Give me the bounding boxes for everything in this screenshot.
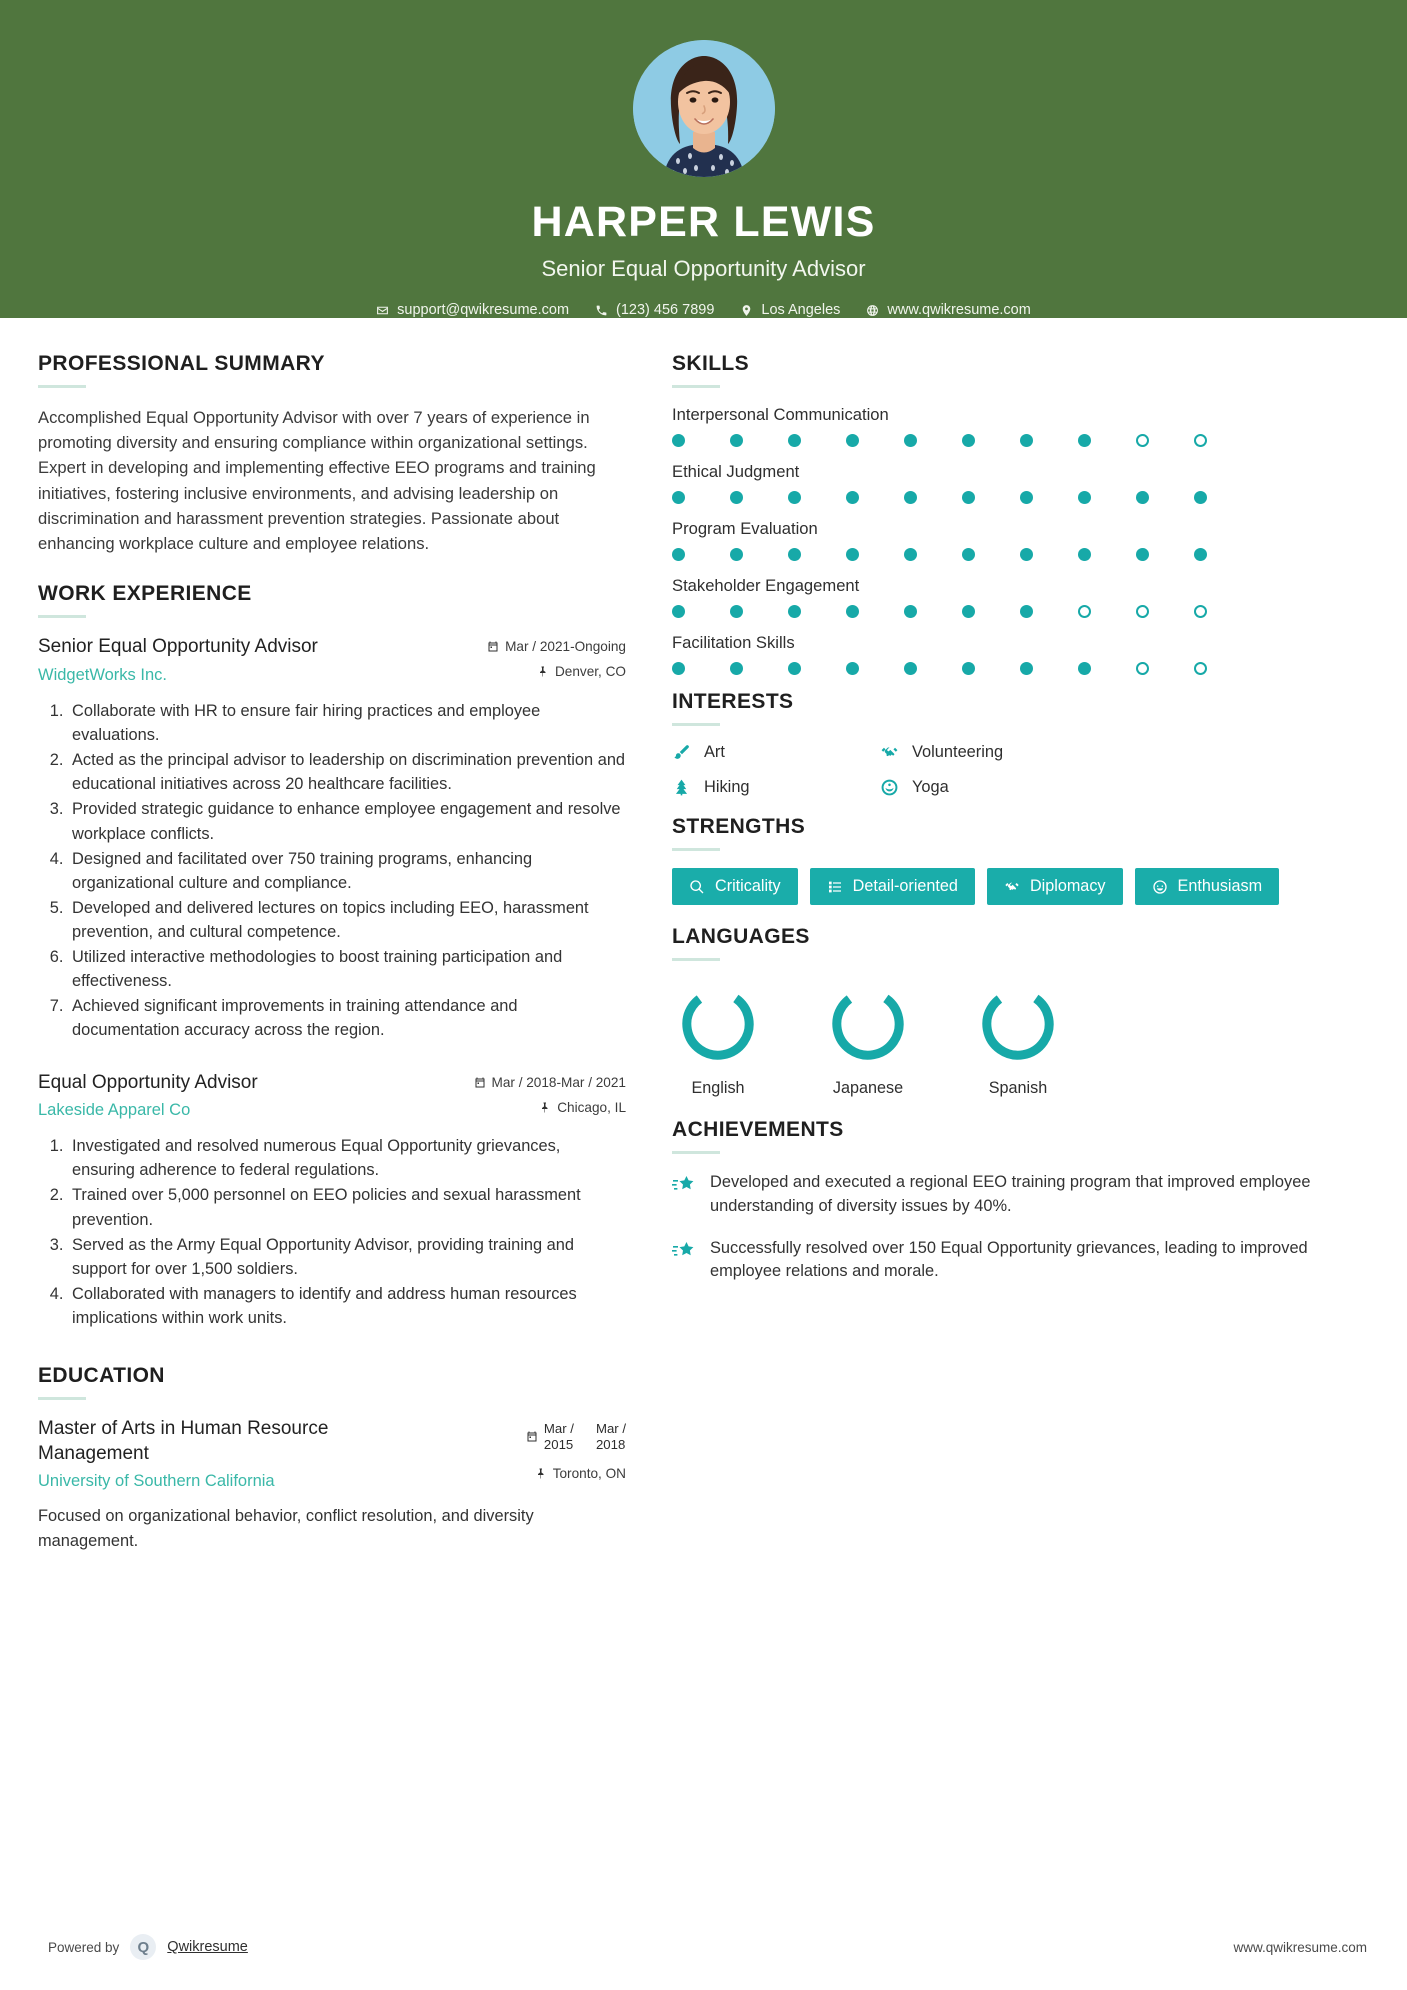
star-badge-icon — [672, 1240, 696, 1264]
education-date-end — [596, 1421, 626, 1452]
skill-dot-filled — [1078, 662, 1091, 675]
experience-dates-line — [456, 639, 626, 654]
skill-dot-filled — [788, 662, 801, 675]
tree-icon — [672, 778, 691, 797]
experience-bullets — [38, 1134, 626, 1330]
skill-dot-filled — [1078, 548, 1091, 561]
map-pin-icon — [740, 304, 753, 317]
education-date-end-year: 2018 — [595, 1436, 626, 1452]
list-icon — [827, 879, 843, 895]
skill-dot-filled — [730, 548, 743, 561]
achievement-item — [672, 1171, 1367, 1219]
language-progress-ring — [977, 983, 1059, 1065]
skill-dot-filled — [846, 491, 859, 504]
experience-header — [38, 1071, 626, 1121]
contact-location-text: Los Angeles — [761, 302, 841, 318]
contact-location — [727, 302, 853, 318]
language-label: Japanese — [832, 1079, 904, 1097]
experience-bullet: 1. Investigated and resolved numerous Equal Opportunity grievances, ensuring adherence to federal regulations. — [68, 1134, 626, 1182]
skill-dot-filled — [730, 662, 743, 675]
section-rule — [38, 385, 86, 388]
experience-heading-group — [38, 635, 456, 685]
skill-dot-filled — [904, 548, 917, 561]
interest-item — [880, 778, 1367, 797]
paintbrush-icon — [672, 743, 691, 762]
skill-dot-empty — [1194, 605, 1207, 618]
education-school: University of Southern California — [38, 1472, 275, 1491]
education-date-start-year: 2015 — [543, 1436, 574, 1452]
skill-dot-filled — [962, 548, 975, 561]
qwikresume-logo-icon: Q — [130, 1934, 156, 1960]
header-job-title: Senior Equal Opportunity Advisor — [541, 256, 866, 281]
strength-chip-enthusiasm[interactable] — [1135, 868, 1280, 905]
section-rule — [672, 723, 720, 726]
calendar-icon — [526, 1430, 538, 1443]
search-icon — [689, 879, 705, 895]
skill-dot-filled — [788, 548, 801, 561]
skill-rating — [672, 434, 1367, 447]
skill-dot-empty — [1078, 605, 1091, 618]
experience-company: Lakeside Apparel Co — [38, 1101, 191, 1120]
section-rule — [672, 1151, 720, 1154]
education-heading-group — [38, 1417, 438, 1491]
experience-header — [38, 635, 626, 685]
skill-dot-filled — [672, 605, 685, 618]
skill-dot-empty — [1194, 434, 1207, 447]
calendar-icon — [487, 640, 499, 653]
contact-email-text: support@qwikresume.com — [397, 302, 570, 318]
section-languages — [672, 925, 1367, 1098]
skill-dot-filled — [1020, 548, 1033, 561]
experience-bullet: 4. Designed and facilitated over 750 training programs, enhancing organizational culture and compliance. — [68, 847, 626, 895]
experience-meta — [456, 635, 626, 679]
section-rule — [672, 848, 720, 851]
experience-location-line — [456, 664, 626, 679]
skill-item — [672, 519, 1367, 561]
skill-dot-filled — [788, 491, 801, 504]
section-work-experience — [38, 582, 626, 1330]
skill-dot-filled — [1020, 605, 1033, 618]
skills-list — [672, 405, 1367, 675]
skill-rating — [672, 605, 1367, 618]
resume-header — [0, 0, 1407, 318]
contact-email[interactable] — [363, 302, 582, 318]
education-date-end-month: Mar / — [595, 1421, 626, 1437]
skill-dot-filled — [1194, 491, 1207, 504]
pushpin-icon — [537, 665, 549, 678]
section-title-achievements: ACHIEVEMENTS — [672, 1118, 844, 1141]
handshake-icon — [1004, 879, 1020, 895]
achievement-text: Successfully resolved over 150 Equal Opportunity grievances, leading to improved employee relations and morale. — [710, 1238, 1308, 1281]
experience-bullet: 6. Utilized interactive methodologies to boost training participation and effectiveness. — [68, 945, 626, 993]
strength-label: Detail-oriented — [852, 877, 958, 895]
experience-item — [38, 1071, 626, 1331]
contact-bar — [363, 302, 1044, 318]
section-title-work-experience: WORK EXPERIENCE — [38, 582, 252, 606]
skill-dot-empty — [1136, 434, 1149, 447]
footer-url: www.qwikresume.com — [1233, 1939, 1367, 1955]
language-item — [672, 983, 764, 1098]
skill-dot-filled — [788, 434, 801, 447]
skill-dot-filled — [1136, 491, 1149, 504]
skill-item — [672, 405, 1367, 447]
language-progress-ring — [827, 983, 909, 1065]
skill-dot-filled — [846, 662, 859, 675]
strength-label: Diplomacy — [1029, 877, 1106, 895]
interest-item — [672, 778, 880, 797]
skill-dot-filled — [904, 434, 917, 447]
skill-dot-filled — [962, 434, 975, 447]
skill-dot-filled — [730, 605, 743, 618]
skill-dot-filled — [1078, 491, 1091, 504]
lotus-icon — [880, 778, 899, 797]
language-item — [972, 983, 1064, 1098]
skill-dot-filled — [1136, 548, 1149, 561]
education-dates-line — [456, 1421, 626, 1452]
strengths-list — [672, 868, 1367, 905]
skill-dot-filled — [1020, 491, 1033, 504]
skill-dot-filled — [672, 662, 685, 675]
section-title-languages: LANGUAGES — [672, 925, 810, 948]
handshake-icon — [880, 743, 899, 762]
skill-dot-filled — [904, 662, 917, 675]
skill-dot-filled — [962, 662, 975, 675]
experience-company: WidgetWorks Inc. — [38, 666, 167, 684]
experience-bullet: 4. Collaborated with managers to identify and address human resources implications within work units. — [68, 1282, 626, 1330]
strength-label: Criticality — [715, 877, 781, 895]
experience-dates: Mar / 2021-Ongoing — [505, 639, 626, 655]
experience-location-line — [456, 1100, 626, 1115]
experience-bullet: 3. Served as the Army Equal Opportunity Advisor, providing training and support for over 1,500 soldiers. — [68, 1233, 626, 1281]
skill-dot-empty — [1136, 662, 1149, 675]
skill-dot-filled — [672, 491, 685, 504]
section-skills — [672, 352, 1367, 675]
pushpin-icon — [535, 1467, 547, 1480]
education-date-start — [544, 1421, 574, 1452]
education-date-start-month: Mar / — [543, 1421, 574, 1437]
left-column — [0, 318, 660, 1557]
skill-rating — [672, 491, 1367, 504]
interest-label: Volunteering — [912, 743, 1004, 761]
strength-chip-diplomacy[interactable] — [987, 868, 1123, 905]
experience-dates: Mar / 2018-Mar / 2021 — [491, 1074, 626, 1090]
language-progress-ring — [677, 983, 759, 1065]
skill-rating — [672, 548, 1367, 561]
skill-label: Facilitation Skills — [672, 633, 795, 652]
section-title-education: EDUCATION — [38, 1364, 165, 1388]
smiley-icon — [1152, 879, 1168, 895]
section-strengths — [672, 815, 1367, 905]
experience-location: Chicago, IL — [557, 1099, 626, 1115]
skill-dot-filled — [1020, 662, 1033, 675]
section-professional-summary — [38, 352, 626, 556]
skill-dot-filled — [846, 605, 859, 618]
page-title: HARPER LEWIS — [531, 198, 876, 246]
skill-dot-filled — [1020, 434, 1033, 447]
strength-label: Enthusiasm — [1177, 877, 1263, 895]
envelope-icon — [376, 304, 389, 317]
language-label: English — [691, 1079, 745, 1097]
interests-grid — [672, 743, 1367, 797]
education-header — [38, 1417, 626, 1491]
interest-label: Yoga — [912, 778, 949, 796]
interest-item — [880, 743, 1367, 762]
experience-item — [38, 635, 626, 1042]
powered-by-group — [48, 1934, 248, 1960]
skill-dot-filled — [1194, 548, 1207, 561]
experience-location: Denver, CO — [554, 664, 626, 680]
section-rule — [38, 615, 86, 618]
section-rule — [38, 1397, 86, 1400]
avatar — [633, 40, 775, 177]
experience-bullet: 5. Developed and delivered lectures on topics including EEO, harassment prevention, and cultural competence. — [68, 896, 626, 944]
language-label: Spanish — [988, 1079, 1048, 1097]
skill-dot-filled — [1078, 434, 1091, 447]
skill-dot-filled — [962, 605, 975, 618]
experience-bullet: 7. Achieved significant improvements in training attendance and documentation accuracy across the region. — [68, 994, 626, 1042]
globe-icon — [866, 304, 879, 317]
education-location-line — [456, 1466, 626, 1481]
contact-phone[interactable] — [582, 302, 727, 318]
language-item — [822, 983, 914, 1098]
section-title-skills: SKILLS — [672, 352, 750, 375]
skill-dot-filled — [672, 548, 685, 561]
skill-dot-empty — [1136, 605, 1149, 618]
right-column — [660, 318, 1407, 1557]
interest-item — [672, 743, 880, 762]
qwikresume-brand-link[interactable]: Qwikresume — [167, 1939, 248, 1955]
avatar-photo — [633, 40, 775, 177]
section-title-strengths: STRENGTHS — [672, 815, 806, 838]
powered-by-label: Powered by — [48, 1939, 120, 1955]
contact-website[interactable] — [853, 302, 1043, 318]
skill-label: Stakeholder Engagement — [672, 576, 860, 595]
experience-bullet: 2. Acted as the principal advisor to leadership on discrimination prevention and educational initiatives across 20 healthcare facilities. — [68, 748, 626, 796]
education-meta — [456, 1417, 626, 1481]
skill-label: Ethical Judgment — [672, 462, 800, 481]
skill-dot-filled — [672, 434, 685, 447]
strength-chip-detail-oriented[interactable] — [810, 868, 975, 905]
calendar-icon — [474, 1076, 486, 1089]
education-description: Focused on organizational behavior, conflict resolution, and diversity management. — [38, 1507, 534, 1550]
skill-dot-empty — [1194, 662, 1207, 675]
section-title-interests: INTERESTS — [672, 690, 794, 713]
experience-bullet: 2. Trained over 5,000 personnel on EEO policies and sexual harassment prevention. — [68, 1183, 626, 1231]
skill-dot-filled — [846, 434, 859, 447]
interest-label: Art — [704, 743, 725, 761]
resume-body — [0, 318, 1407, 1557]
section-rule — [672, 385, 720, 388]
interest-label: Hiking — [704, 778, 750, 796]
languages-list — [672, 983, 1367, 1098]
summary-text: Accomplished Equal Opportunity Advisor with over 7 years of experience in promoting diversity and ensuring compliance within organizational settings. Expert in developing and implementing effective EEO programs and training initiatives, fostering inclusive environments, and advising leadership on discrimination and harassment prevention strategies. Passionate about enhancing workplace culture and employee relations. — [38, 408, 596, 554]
section-achievements — [672, 1118, 1367, 1284]
skill-dot-filled — [962, 491, 975, 504]
star-badge-icon — [672, 1174, 696, 1198]
experience-role: Senior Equal Opportunity Advisor — [38, 636, 318, 658]
experience-role: Equal Opportunity Advisor — [38, 1071, 258, 1093]
section-education — [38, 1364, 626, 1553]
skill-label: Interpersonal Communication — [672, 405, 889, 424]
strength-chip-criticality[interactable] — [672, 868, 798, 905]
footer — [0, 1934, 1407, 1960]
skill-dot-filled — [788, 605, 801, 618]
education-location: Toronto, ON — [552, 1466, 626, 1482]
achievement-item — [672, 1237, 1367, 1285]
pushpin-icon — [539, 1101, 551, 1114]
experience-bullet: 1. Collaborate with HR to ensure fair hiring practices and employee evaluations. — [68, 699, 626, 747]
skill-dot-filled — [904, 491, 917, 504]
contact-phone-text: (123) 456 7899 — [616, 302, 715, 318]
skill-dot-filled — [846, 548, 859, 561]
skill-label: Program Evaluation — [672, 519, 818, 538]
contact-website-text: www.qwikresume.com — [887, 302, 1031, 318]
skill-dot-filled — [730, 434, 743, 447]
experience-heading-group — [38, 1071, 456, 1121]
achievement-text: Developed and executed a regional EEO training program that improved employee understanding of diversity issues by 40%. — [710, 1173, 1311, 1215]
education-item — [38, 1417, 626, 1553]
education-degree: Master of Arts in Human Resource Management — [38, 1418, 329, 1464]
skill-rating — [672, 662, 1367, 675]
phone-icon — [595, 304, 608, 317]
section-rule — [672, 958, 720, 961]
experience-dates-line — [456, 1075, 626, 1090]
section-interests — [672, 690, 1367, 797]
experience-bullets — [38, 699, 626, 1043]
skill-item — [672, 633, 1367, 675]
section-title-professional-summary: PROFESSIONAL SUMMARY — [38, 352, 325, 375]
skill-dot-filled — [904, 605, 917, 618]
experience-meta — [456, 1071, 626, 1115]
skill-item — [672, 576, 1367, 618]
experience-bullet: 3. Provided strategic guidance to enhance employee engagement and resolve workplace conflicts. — [68, 797, 626, 845]
skill-dot-filled — [730, 491, 743, 504]
skill-item — [672, 462, 1367, 504]
